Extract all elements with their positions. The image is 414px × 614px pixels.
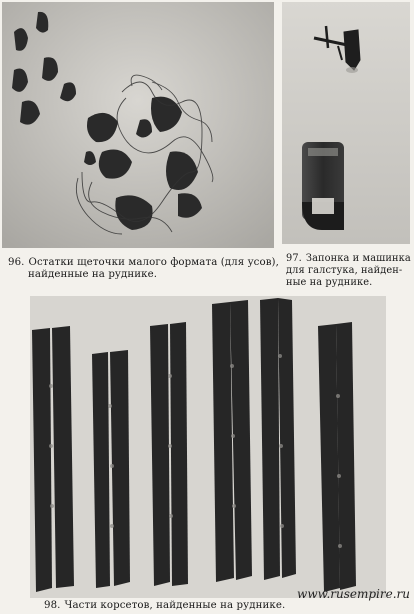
figure-96-number: 96. <box>8 257 25 268</box>
figure-96-caption-line-2: найденные на руднике. <box>28 269 158 280</box>
figure-98-photo <box>30 296 386 598</box>
figure-97-caption <box>286 253 411 289</box>
figure-96-caption <box>8 257 279 281</box>
figure-98-caption-line-1: Части корсетов, найденные на руднике. <box>64 600 286 611</box>
figure-98-caption <box>44 600 285 612</box>
figure-97-caption-line-2: для галстука, найден- <box>286 265 403 276</box>
figure-98-number: 98. <box>44 600 61 611</box>
figure-97-caption-line-1: Запонка и машинка <box>305 253 411 264</box>
figure-97-caption-line-3: ные на руднике. <box>286 277 373 288</box>
figure-97-number: 97. <box>286 253 302 264</box>
figure-96-photo <box>2 2 274 248</box>
figure-97-photo <box>282 2 410 244</box>
figure-96-caption-line-1: Остатки щеточки малого формата (для усов), <box>28 257 279 268</box>
watermark-text: www.rusempire.ru <box>297 587 410 601</box>
